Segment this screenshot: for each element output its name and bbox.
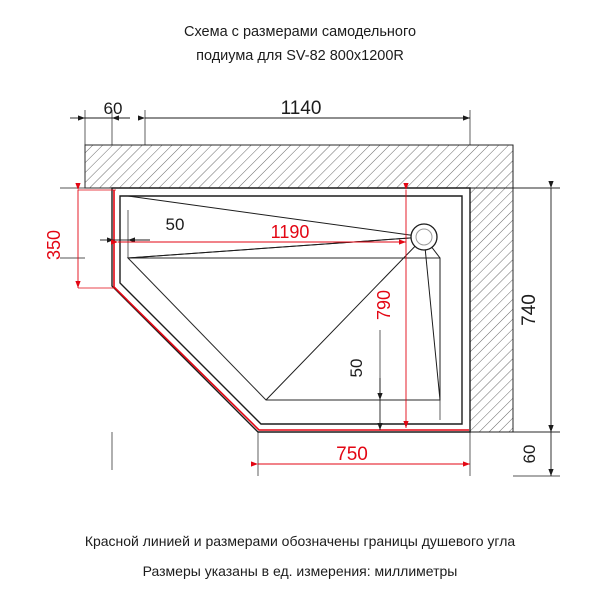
label-right-740: 740 bbox=[519, 294, 540, 326]
dimension-inner-790 bbox=[374, 190, 406, 428]
label-inner-790: 790 bbox=[374, 289, 394, 321]
footer-note-red-line: Красной линией и размерами обозначены границы душевого угла bbox=[84, 533, 516, 549]
dimension-top-left-60 bbox=[70, 99, 130, 118]
label-bottom-right-60: 60 bbox=[520, 444, 539, 464]
page-title-line2: подиума для SV-82 800x1200R bbox=[196, 48, 404, 64]
dimension-bottom-right-60 bbox=[520, 432, 551, 476]
label-inner-50b: 50 bbox=[347, 358, 366, 378]
label-left-350: 350 bbox=[44, 229, 64, 261]
drain-circle bbox=[411, 224, 437, 250]
label-top-left-60: 60 bbox=[103, 99, 123, 118]
dimension-inner-1190 bbox=[118, 222, 406, 242]
dimension-right-740 bbox=[519, 188, 551, 432]
dimension-inner-50b bbox=[347, 359, 380, 430]
label-inner-50: 50 bbox=[165, 215, 185, 234]
page-title-line1: Схема с размерами самодельного bbox=[183, 24, 417, 40]
dimension-left-350 bbox=[44, 190, 116, 288]
label-bottom-750: 750 bbox=[336, 444, 368, 465]
label-top-1140: 1140 bbox=[280, 98, 322, 119]
footer-note-units: Размеры указаны в ед. измерения: миллиметры bbox=[142, 563, 458, 579]
label-inner-1190: 1190 bbox=[270, 222, 310, 242]
dimension-top-1140 bbox=[145, 98, 470, 119]
dimension-bottom-750 bbox=[258, 444, 470, 465]
